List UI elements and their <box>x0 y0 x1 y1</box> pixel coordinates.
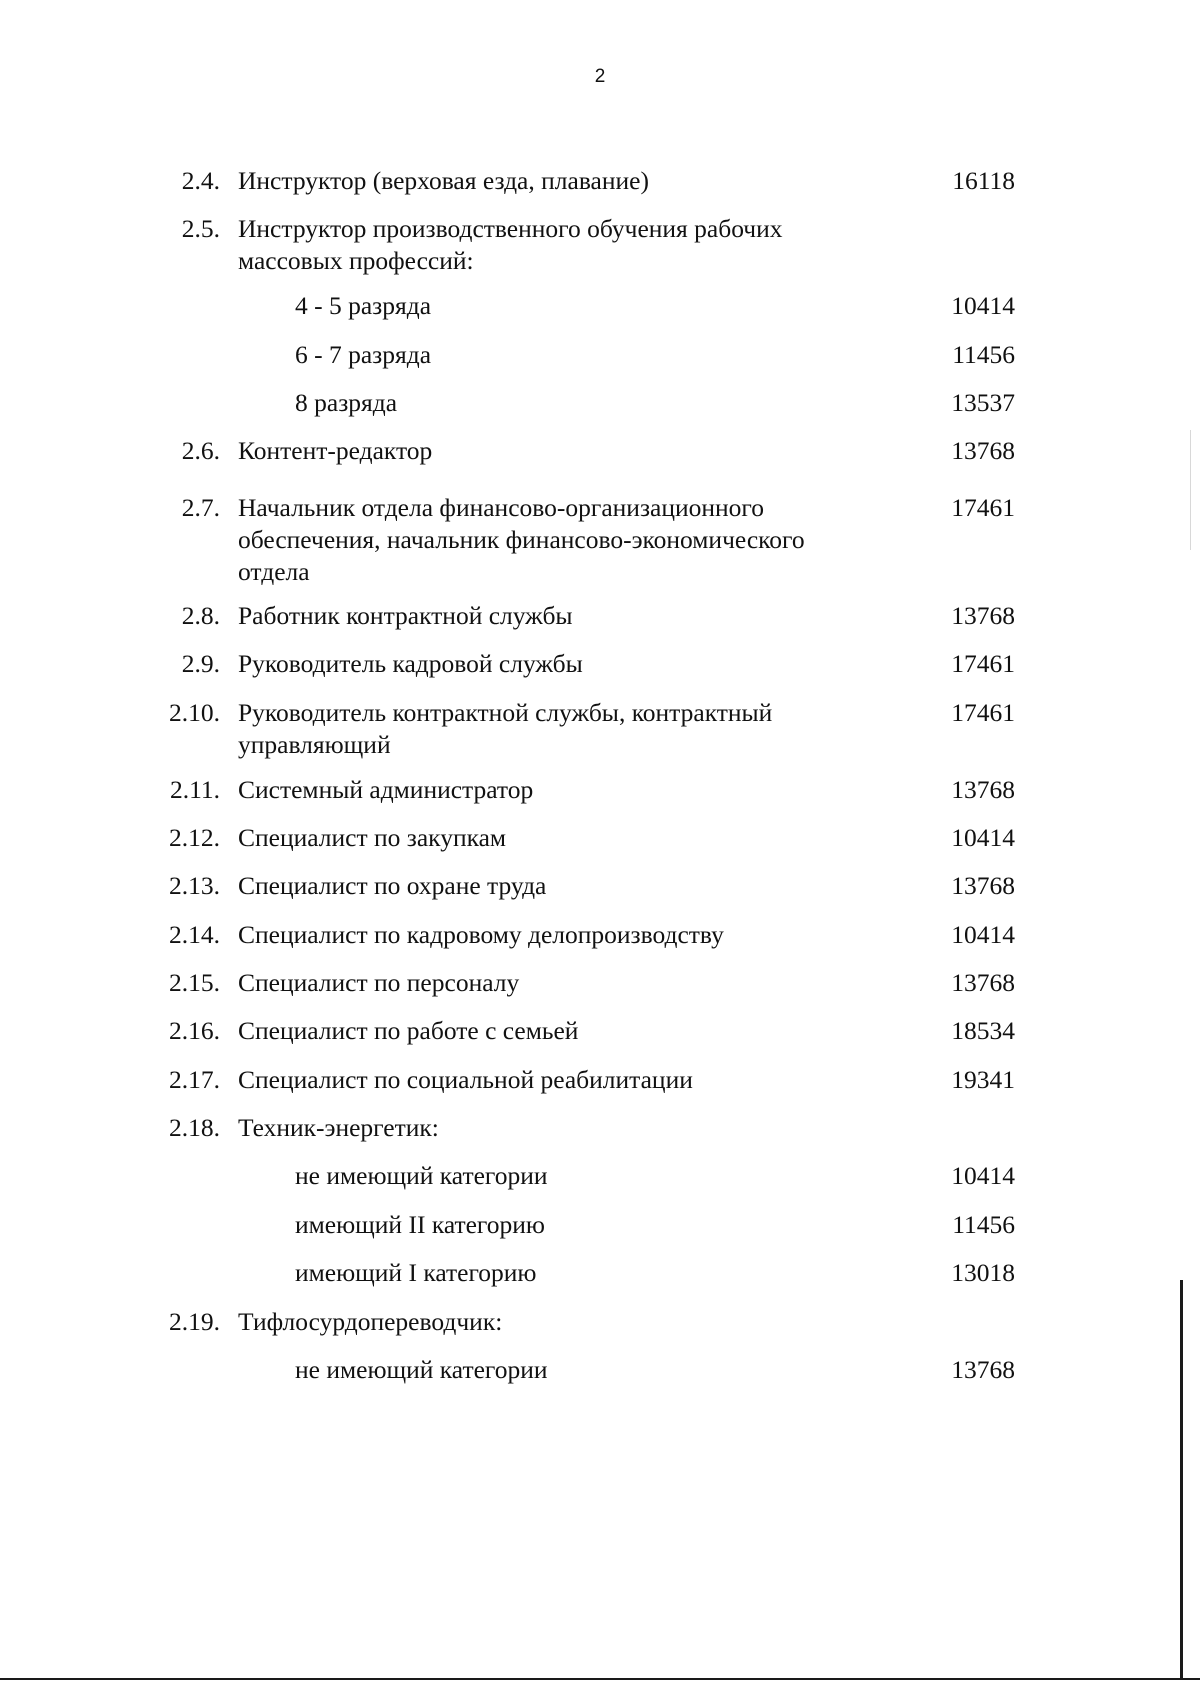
row-title: 6 - 7 разряда <box>295 340 432 369</box>
row-value: 18534 <box>951 1016 1015 1045</box>
row-number: 2.17. <box>169 1065 220 1094</box>
row-title: Специалист по кадровому делопроизводству <box>238 920 724 949</box>
row-value: 13768 <box>951 871 1015 900</box>
row-number: 2.13. <box>169 871 220 900</box>
row-title: Специалист по персоналу <box>238 968 520 997</box>
row-title: не имеющий категории <box>295 1355 548 1384</box>
row-number: 2.9. <box>181 649 220 678</box>
row-value: 13768 <box>951 968 1015 997</box>
row-title: Специалист по закупкам <box>238 823 507 852</box>
row-value: 13768 <box>951 775 1015 804</box>
row-value: 13018 <box>951 1258 1015 1287</box>
row-title: 4 - 5 разряда <box>295 291 432 320</box>
row-title: Специалист по работе с семьей <box>238 1016 579 1045</box>
row-value: 13768 <box>951 601 1015 630</box>
row-title: Инструктор (верховая езда, плавание) <box>238 166 649 195</box>
row-title: Системный администратор <box>238 775 534 804</box>
row-value: 11456 <box>952 1210 1015 1239</box>
row-value: 19341 <box>951 1065 1015 1094</box>
row-value: 13768 <box>951 436 1015 465</box>
row-value: 10414 <box>951 291 1015 320</box>
row-value: 10414 <box>951 920 1015 949</box>
row-number: 2.11. <box>169 775 220 804</box>
row-number: 2.16. <box>169 1016 220 1045</box>
row-title: Специалист по охране труда <box>238 871 547 900</box>
scan-artifact <box>1190 430 1191 550</box>
row-number: 2.8. <box>181 601 220 630</box>
row-title: имеющий I категорию <box>295 1258 537 1287</box>
row-value: 13537 <box>951 388 1015 417</box>
row-number: 2.15. <box>169 968 220 997</box>
row-number: 2.10. <box>169 698 220 727</box>
row-title: Техник-энергетик: <box>238 1113 439 1142</box>
row-value: 16118 <box>952 166 1015 195</box>
row-number: 2.12. <box>169 823 220 852</box>
row-title: Тифлосурдопереводчик: <box>238 1307 503 1336</box>
row-title: Контент-редактор <box>238 436 433 465</box>
row-value: 10414 <box>951 823 1015 852</box>
row-title: 8 разряда <box>295 388 398 417</box>
row-value: 11456 <box>952 340 1015 369</box>
row-value: 17461 <box>951 649 1015 678</box>
row-value: 13768 <box>951 1355 1015 1384</box>
row-title: Руководитель контрактной службы, контрактный управляющий <box>238 698 773 759</box>
row-title: Специалист по социальной реабилитации <box>238 1065 693 1094</box>
row-title: Инструктор производственного обучения рабочих массовых профессий: <box>238 214 783 275</box>
row-title: не имеющий категории <box>295 1161 548 1190</box>
row-title: Начальник отдела финансово-организационного обеспечения, начальник финансово-экономического отдела <box>238 493 805 586</box>
row-number: 2.7. <box>181 493 220 522</box>
row-title: Руководитель кадровой службы <box>238 649 583 678</box>
row-number: 2.18. <box>169 1113 220 1142</box>
row-value: 10414 <box>951 1161 1015 1190</box>
page-edge-line <box>1180 1280 1183 1680</box>
row-title: имеющий II категорию <box>295 1210 545 1239</box>
page-number: 2 <box>594 66 606 87</box>
row-number: 2.14. <box>169 920 220 949</box>
row-value: 17461 <box>951 493 1015 522</box>
row-number: 2.4. <box>181 166 220 195</box>
row-value: 17461 <box>951 698 1015 727</box>
row-number: 2.19. <box>169 1307 220 1336</box>
row-number: 2.6. <box>181 436 220 465</box>
row-number: 2.5. <box>181 214 220 243</box>
bottom-rule <box>0 1678 1200 1680</box>
row-title: Работник контрактной службы <box>238 601 573 630</box>
